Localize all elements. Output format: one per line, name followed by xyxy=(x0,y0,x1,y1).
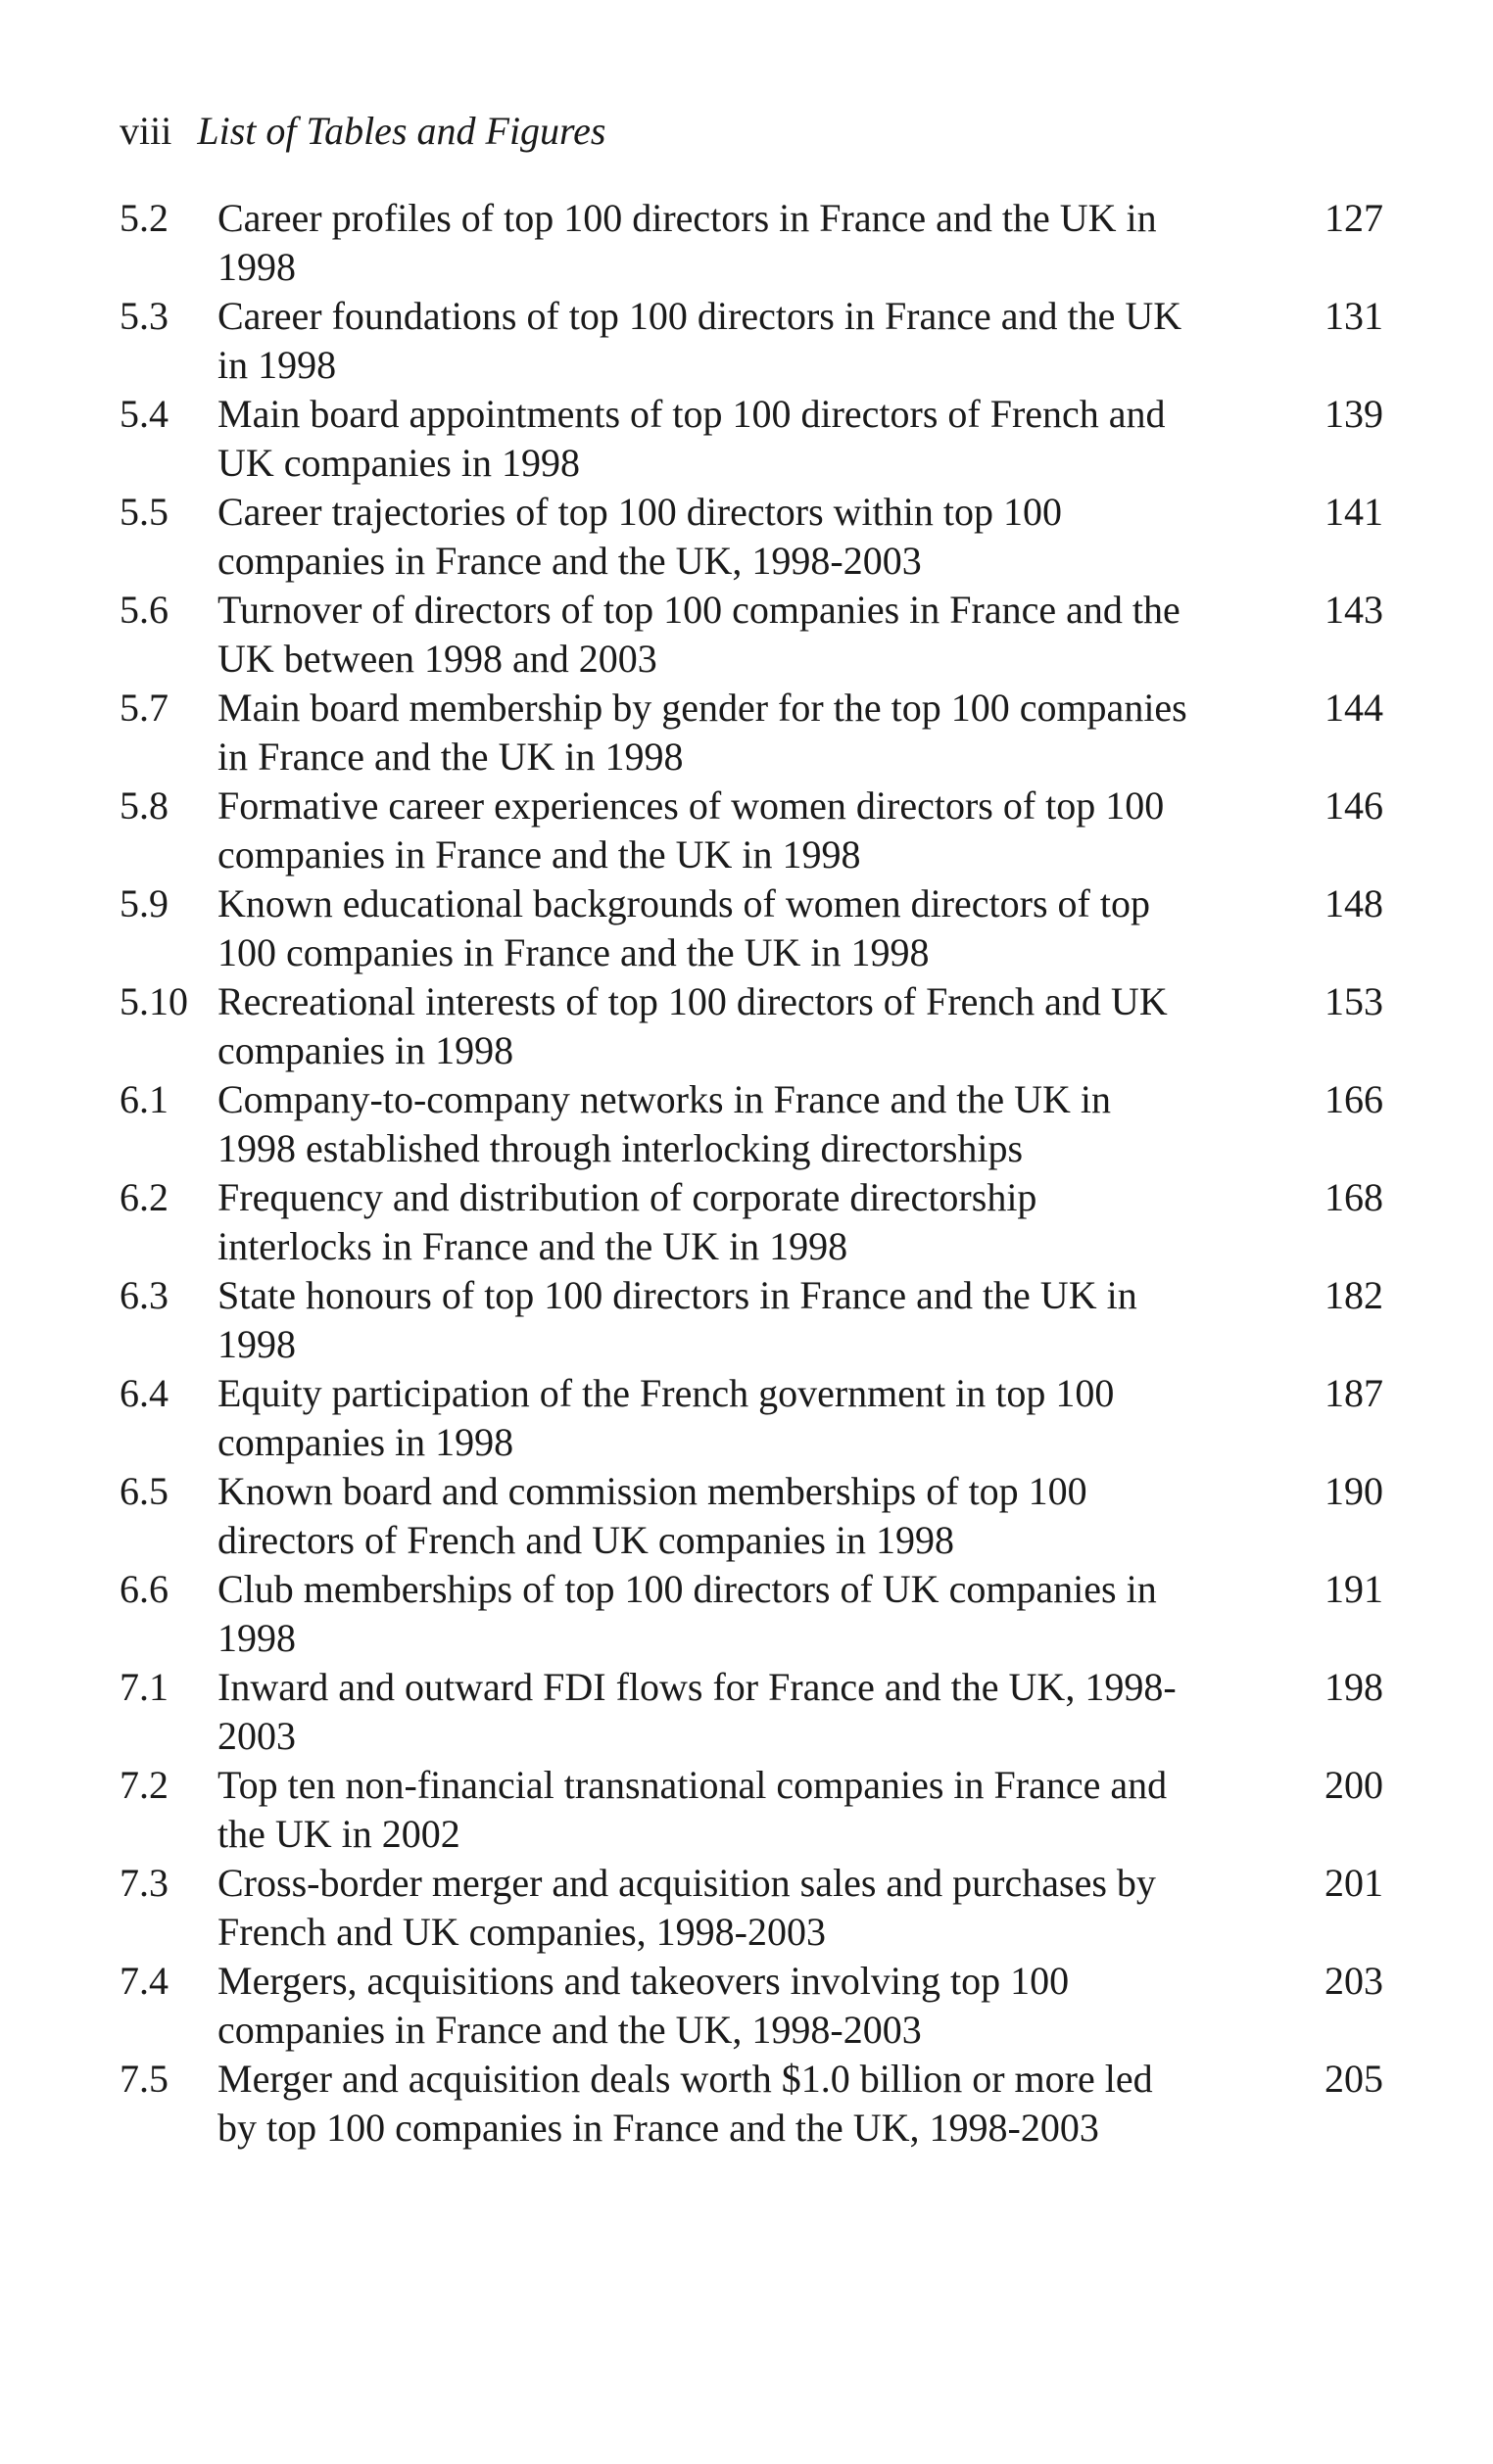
page-number: 144 xyxy=(1324,686,1383,730)
table-title xyxy=(217,1761,1276,1859)
page-number: 127 xyxy=(1324,196,1383,240)
title-line-2: 1998 xyxy=(217,1322,296,1366)
title-line-2: French and UK companies, 1998-2003 xyxy=(217,1910,826,1954)
title-line-1: Mergers, acquisitions and takeovers involving top 100 xyxy=(217,1959,1070,2003)
title-line-2: by top 100 companies in France and the UK, 1998-2003 xyxy=(217,2106,1099,2150)
title-line-2: 100 companies in France and the UK in 1998 xyxy=(217,930,930,974)
page-number: 203 xyxy=(1324,1959,1383,2003)
list-item xyxy=(120,1761,1383,1859)
page-number: 191 xyxy=(1324,1567,1383,1611)
title-line-2: 1998 established through interlocking directorships xyxy=(217,1126,1024,1170)
table-title xyxy=(217,194,1276,292)
table-title xyxy=(217,488,1276,586)
page-number: 187 xyxy=(1324,1371,1383,1415)
table-title xyxy=(217,1859,1276,1957)
title-line-2: 1998 xyxy=(217,245,296,289)
table-number: 5.4 xyxy=(120,392,169,436)
page-number: 166 xyxy=(1324,1077,1383,1121)
list-item xyxy=(120,977,1383,1075)
table-number: 6.3 xyxy=(120,1273,169,1317)
table-title xyxy=(217,2055,1276,2153)
page-number: 190 xyxy=(1324,1469,1383,1513)
page-number: 131 xyxy=(1324,294,1383,338)
table-title xyxy=(217,1663,1276,1761)
title-line-1: Turnover of directors of top 100 companies in France and the xyxy=(217,588,1180,632)
running-title: List of Tables and Figures xyxy=(197,109,606,153)
list-item xyxy=(120,879,1383,977)
table-title xyxy=(217,684,1276,782)
list-item xyxy=(120,586,1383,684)
table-title xyxy=(217,586,1276,684)
list-item xyxy=(120,1467,1383,1565)
page-number: 205 xyxy=(1324,2057,1383,2101)
title-line-1: Formative career experiences of women directors of top 100 xyxy=(217,783,1165,828)
table-title xyxy=(217,1173,1276,1271)
title-line-2: companies in 1998 xyxy=(217,1028,514,1072)
title-line-2: 2003 xyxy=(217,1714,296,1758)
list-item xyxy=(120,1663,1383,1761)
table-title xyxy=(217,1369,1276,1467)
table-number: 5.8 xyxy=(120,783,169,828)
table-number: 5.5 xyxy=(120,490,169,534)
list-item xyxy=(120,1173,1383,1271)
title-line-2: directors of French and UK companies in 1998 xyxy=(217,1518,955,1562)
table-number: 5.7 xyxy=(120,686,169,730)
table-title xyxy=(217,390,1276,488)
table-number: 6.5 xyxy=(120,1469,169,1513)
title-line-2: in 1998 xyxy=(217,343,337,387)
title-line-2: companies in France and the UK, 1998-2003 xyxy=(217,2008,922,2052)
title-line-2: interlocks in France and the UK in 1998 xyxy=(217,1224,848,1268)
table-number: 5.3 xyxy=(120,294,169,338)
title-line-2: companies in 1998 xyxy=(217,1420,514,1464)
title-line-2: UK companies in 1998 xyxy=(217,441,580,485)
page-number: 200 xyxy=(1324,1763,1383,1807)
title-line-1: Company-to-company networks in France and the UK in xyxy=(217,1077,1112,1121)
list-item xyxy=(120,1565,1383,1663)
title-line-1: Main board membership by gender for the top 100 companies xyxy=(217,686,1187,730)
table-title xyxy=(217,292,1276,390)
page-number: 201 xyxy=(1324,1861,1383,1905)
table-number: 6.6 xyxy=(120,1567,169,1611)
list-item xyxy=(120,1369,1383,1467)
table-number: 5.9 xyxy=(120,881,169,925)
list-item xyxy=(120,194,1383,292)
list-item xyxy=(120,1957,1383,2055)
list-item xyxy=(120,488,1383,586)
page-header xyxy=(120,108,605,155)
list-item xyxy=(120,1859,1383,1957)
table-number: 6.2 xyxy=(120,1175,169,1219)
page-number: 198 xyxy=(1324,1665,1383,1709)
table-number: 6.1 xyxy=(120,1077,169,1121)
table-title xyxy=(217,879,1276,977)
page-number: 153 xyxy=(1324,979,1383,1023)
page-number: 182 xyxy=(1324,1273,1383,1317)
title-line-1: Career profiles of top 100 directors in France and the UK in xyxy=(217,196,1157,240)
list-item xyxy=(120,1075,1383,1173)
table-title xyxy=(217,1957,1276,2055)
title-line-2: companies in France and the UK, 1998-2003 xyxy=(217,539,922,583)
folio: viii xyxy=(120,109,172,153)
table-number: 7.5 xyxy=(120,2057,169,2101)
table-number: 7.4 xyxy=(120,1959,169,2003)
list-item xyxy=(120,292,1383,390)
title-line-1: Career foundations of top 100 directors in France and the UK xyxy=(217,294,1182,338)
table-title xyxy=(217,782,1276,879)
title-line-1: Club memberships of top 100 directors of UK companies in xyxy=(217,1567,1157,1611)
table-number: 7.2 xyxy=(120,1763,169,1807)
table-number: 6.4 xyxy=(120,1371,169,1415)
page-number: 146 xyxy=(1324,783,1383,828)
table-title xyxy=(217,1565,1276,1663)
title-line-2: UK between 1998 and 2003 xyxy=(217,637,657,681)
table-number: 7.1 xyxy=(120,1665,169,1709)
table-title xyxy=(217,977,1276,1075)
title-line-2: in France and the UK in 1998 xyxy=(217,734,684,779)
list-item xyxy=(120,2055,1383,2153)
title-line-2: 1998 xyxy=(217,1616,296,1660)
title-line-1: Recreational interests of top 100 directors of French and UK xyxy=(217,979,1168,1023)
title-line-1: Top ten non-financial transnational companies in France and xyxy=(217,1763,1168,1807)
list-item xyxy=(120,782,1383,879)
title-line-1: Frequency and distribution of corporate directorship xyxy=(217,1175,1037,1219)
table-number: 5.10 xyxy=(120,979,188,1023)
page-number: 139 xyxy=(1324,392,1383,436)
page-number: 168 xyxy=(1324,1175,1383,1219)
table-number: 7.3 xyxy=(120,1861,169,1905)
list-of-tables xyxy=(120,194,1383,2153)
title-line-1: Equity participation of the French government in top 100 xyxy=(217,1371,1115,1415)
title-line-1: Main board appointments of top 100 directors of French and xyxy=(217,392,1166,436)
table-title xyxy=(217,1271,1276,1369)
page-number: 143 xyxy=(1324,588,1383,632)
table-number: 5.2 xyxy=(120,196,169,240)
table-title xyxy=(217,1467,1276,1565)
title-line-1: State honours of top 100 directors in France and the UK in xyxy=(217,1273,1137,1317)
table-title xyxy=(217,1075,1276,1173)
title-line-2: the UK in 2002 xyxy=(217,1812,460,1856)
list-item xyxy=(120,684,1383,782)
table-number: 5.6 xyxy=(120,588,169,632)
title-line-1: Known educational backgrounds of women directors of top xyxy=(217,881,1150,925)
page-number: 148 xyxy=(1324,881,1383,925)
title-line-1: Known board and commission memberships of top 100 xyxy=(217,1469,1087,1513)
title-line-1: Career trajectories of top 100 directors within top 100 xyxy=(217,490,1062,534)
list-item xyxy=(120,390,1383,488)
list-item xyxy=(120,1271,1383,1369)
title-line-2: companies in France and the UK in 1998 xyxy=(217,832,861,877)
title-line-1: Inward and outward FDI flows for France and the UK, 1998- xyxy=(217,1665,1177,1709)
title-line-1: Cross-border merger and acquisition sales and purchases by xyxy=(217,1861,1156,1905)
title-line-1: Merger and acquisition deals worth $1.0 billion or more led xyxy=(217,2057,1153,2101)
page-number: 141 xyxy=(1324,490,1383,534)
